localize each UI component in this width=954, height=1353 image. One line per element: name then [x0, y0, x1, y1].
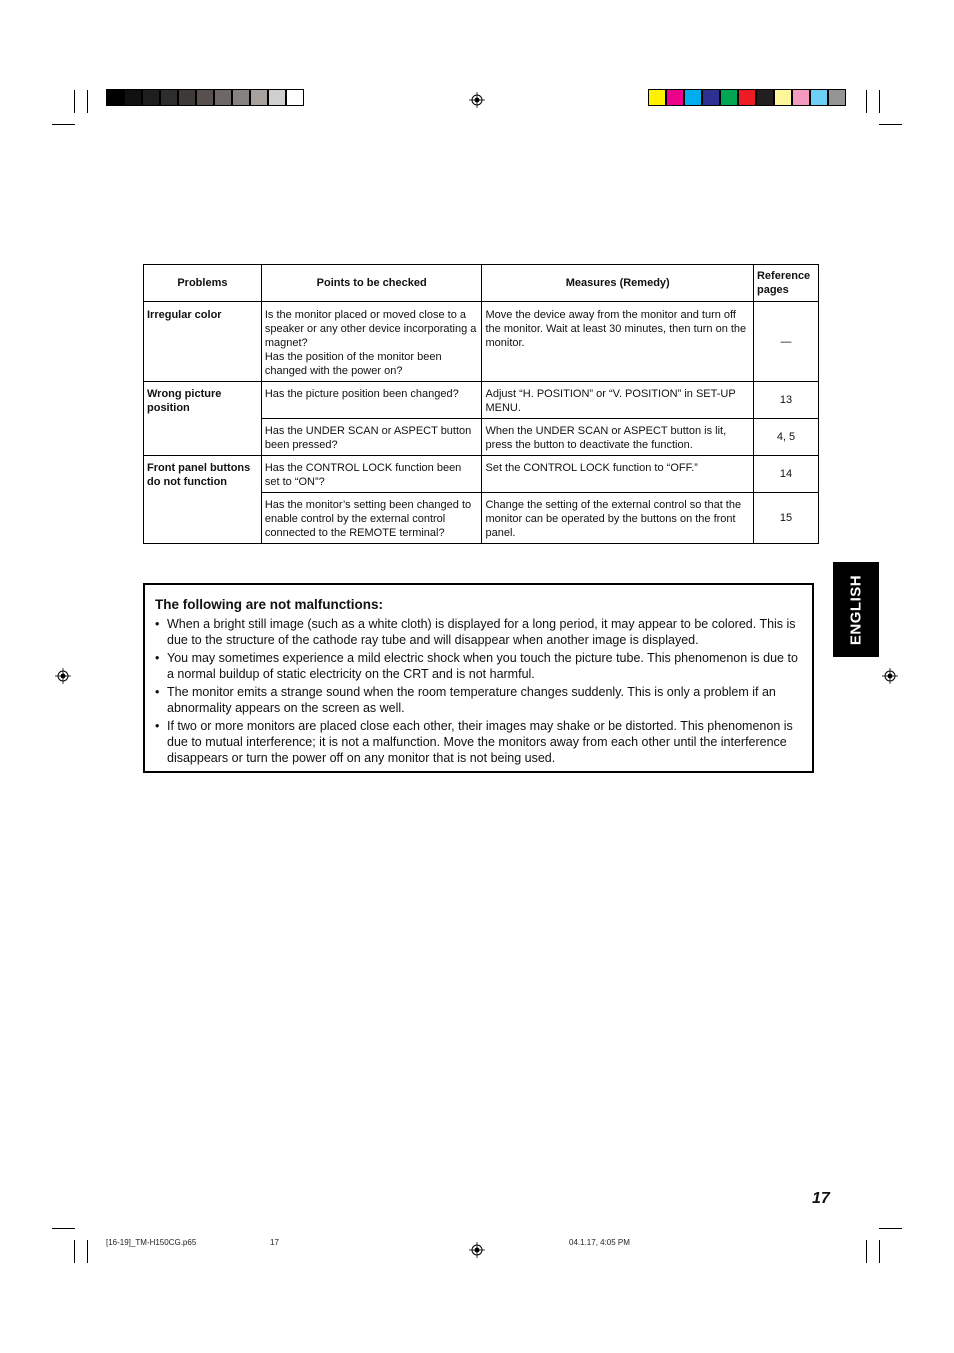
color-swatch: [214, 89, 232, 106]
reference-cell: 15: [753, 493, 818, 544]
measure-cell: When the UNDER SCAN or ASPECT button is lit, press the button to deactivate the function.: [482, 419, 754, 456]
color-swatch: [178, 89, 196, 106]
color-swatch: [702, 89, 720, 106]
color-swatch: [648, 89, 666, 106]
not-malfunctions-box: [143, 583, 814, 773]
problem-cell: Irregular color: [144, 302, 262, 382]
reference-cell: 4, 5: [753, 419, 818, 456]
measure-cell: Move the device away from the monitor and turn off the monitor. Wait at least 30 minutes, then turn on the monitor.: [482, 302, 754, 382]
crop-mark: [866, 90, 867, 113]
color-swatch: [268, 89, 286, 106]
color-swatch: [756, 89, 774, 106]
list-item: • If two or more monitors are placed close each other, their images may shake or be distorted. This phenomenon is due to mutual interference; it is not a malfunction. Move the monitors away from each other until the interference disappears or turn the power off on any monitor that is not being used.: [155, 718, 802, 766]
language-tab-label: ENGLISH: [847, 574, 865, 645]
notes-list: [155, 616, 802, 766]
color-swatch: [810, 89, 828, 106]
measure-cell: Change the setting of the external control so that the monitor can be operated by the buttons on the front panel.: [482, 493, 754, 544]
measure-cell: Set the CONTROL LOCK function to “OFF.”: [482, 456, 754, 493]
color-swatch: [286, 89, 304, 106]
list-item: • The monitor emits a strange sound when the room temperature changes suddenly. This is only a problem if an abnormality appears on the screen as well.: [155, 684, 802, 716]
footer-page: 17: [270, 1238, 279, 1247]
footer-date: 04.1.17, 4:05 PM: [569, 1238, 630, 1247]
color-swatch: [160, 89, 178, 106]
color-swatch: [684, 89, 702, 106]
color-swatch: [196, 89, 214, 106]
crop-mark: [879, 124, 902, 125]
measure-cell: Adjust “H. POSITION” or “V. POSITION” in SET-UP MENU.: [482, 382, 754, 419]
crop-mark: [87, 90, 88, 113]
header-points-checked: Points to be checked: [261, 265, 482, 302]
reference-cell: —: [753, 302, 818, 382]
color-swatch: [738, 89, 756, 106]
color-swatch-bar: [648, 89, 846, 106]
table-row: [144, 302, 819, 382]
list-item: • When a bright still image (such as a white cloth) is displayed for a long period, it may appear to be colored. This is due to the structure of the cathode ray tube and will disappear when another image is displayed.: [155, 616, 802, 648]
color-swatch: [250, 89, 268, 106]
check-cell: Has the UNDER SCAN or ASPECT button been pressed?: [261, 419, 482, 456]
crop-mark: [52, 124, 75, 125]
color-swatch: [828, 89, 846, 106]
color-swatch: [106, 89, 124, 106]
problem-cell: Wrong picture position: [144, 382, 262, 456]
troubleshooting-table: [143, 264, 819, 544]
reference-cell: 13: [753, 382, 818, 419]
registration-mark-icon: [882, 668, 898, 684]
table-row: [144, 382, 819, 419]
header-problems: Problems: [144, 265, 262, 302]
crop-mark: [879, 1240, 880, 1263]
check-cell: Has the monitor’s setting been changed to enable control by the external control connected to the REMOTE terminal?: [261, 493, 482, 544]
check-cell: Is the monitor placed or moved close to a speaker or any other device incorporating a magnet? Has the position of the monitor been changed with the power on?: [261, 302, 482, 382]
color-swatch: [720, 89, 738, 106]
color-swatch: [124, 89, 142, 106]
header-measures: Measures (Remedy): [482, 265, 754, 302]
color-swatch: [666, 89, 684, 106]
color-swatch: [232, 89, 250, 106]
crop-mark: [879, 1228, 902, 1229]
table-row: [144, 456, 819, 493]
page-number: 17: [812, 1190, 830, 1207]
list-item: • You may sometimes experience a mild electric shock when you touch the picture tube. This phenomenon is due to a normal buildup of static electricity on the CRT and is not harmful.: [155, 650, 802, 682]
footer-filename: [16-19]_TM-H150CG.p65: [106, 1238, 197, 1247]
gray-swatch-bar: [106, 89, 304, 106]
notes-title: The following are not malfunctions:: [155, 597, 383, 612]
header-reference-pages: Reference pages: [753, 265, 818, 302]
crop-mark: [87, 1240, 88, 1263]
language-tab: [833, 562, 879, 657]
color-swatch: [774, 89, 792, 106]
crop-mark: [879, 90, 880, 113]
check-cell: Has the CONTROL LOCK function been set to “ON”?: [261, 456, 482, 493]
problem-cell: Front panel buttons do not function: [144, 456, 262, 544]
color-swatch: [142, 89, 160, 106]
registration-mark-icon: [55, 668, 71, 684]
crop-mark: [74, 1240, 75, 1263]
registration-mark-icon: [469, 92, 485, 108]
reference-cell: 14: [753, 456, 818, 493]
crop-mark: [74, 90, 75, 113]
color-swatch: [792, 89, 810, 106]
registration-mark-icon: [469, 1242, 485, 1258]
crop-mark: [52, 1228, 75, 1229]
crop-mark: [866, 1240, 867, 1263]
check-cell: Has the picture position been changed?: [261, 382, 482, 419]
